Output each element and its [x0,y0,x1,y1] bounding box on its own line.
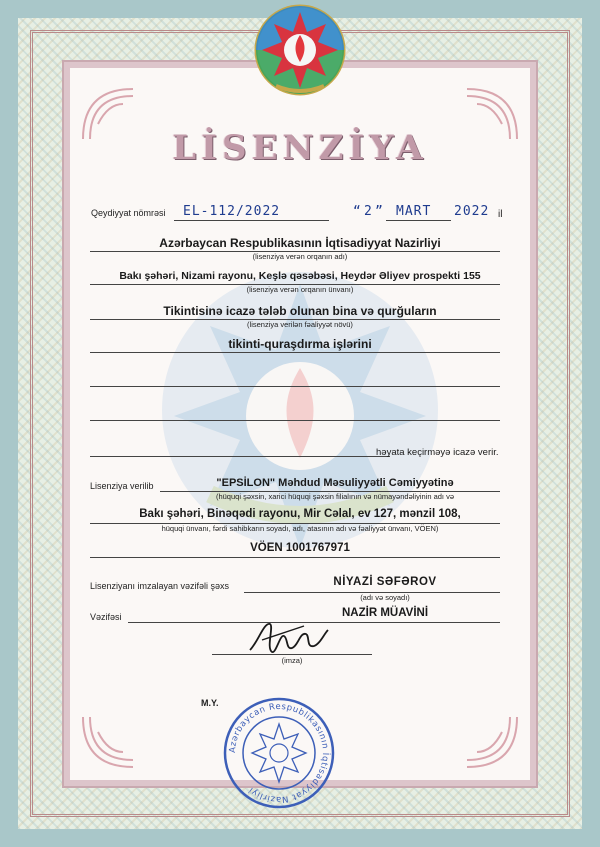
registration-number-line [174,220,329,221]
permission-text: həyata keçirməyə icazə verir. [376,447,499,458]
blank-line [90,456,390,457]
activity-line-1: Tikintisinə icazə tələb olunan bina və qurğuların [163,304,437,318]
blank-line [90,386,500,387]
issuer-address: Bakı şəhəri, Nizami rayonu, Keşlə qəsəbəsi, Heydər Əliyev prospekti 155 [119,270,481,282]
signature-caption: (imza) [281,656,303,665]
activity-caption: (lisenziya verilən fəaliyyət növü) [247,320,353,329]
signatory-name: NİYAZİ SƏFƏROV [333,576,437,588]
quote-close: ” [375,204,384,219]
registration-year: 2022 [454,204,490,219]
signature-line [212,654,372,655]
registration-number: EL-112/2022 [183,204,281,219]
registration-day: 2 [364,204,373,219]
signatory-name-caption: (adı və soyadı) [360,593,410,602]
licensee-address-caption: hüquqi ünvanı, fərdi sahibkarın soyadı, adı, atasının adı və fəaliyyət ünvanı, VÖEN) [161,524,439,533]
issuer-address-caption: (lisenziya verən orqanın ünvanı) [246,285,354,294]
activity-line-2-rule [90,352,500,353]
svg-text:Azərbaycan Respublikasının İqt: Azərbaycan Respublikasının İqtisadiyyat Nazirliyi [227,701,331,805]
licensee-voen: VÖEN 1001767971 [250,542,350,554]
corner-ornament-icon [462,712,522,772]
registration-label: Qeydiyyat nömrəsi [91,208,166,218]
quote-open: “ [353,204,362,219]
licensee-address: Bakı şəhəri, Binəqədi rayonu, Mir Cəlal, ev 127, mənzil 108, [139,508,461,520]
registration-year-suffix: il [498,209,503,220]
stamp-label: M.Y. [201,698,219,708]
issuer-name-caption: (lisenziya verən orqanın adı) [252,252,348,261]
licensee-label: Lisenziya verilib [90,481,154,491]
activity-line-2: tikinti-quraşdırma işlərini [228,337,372,351]
registration-month-line [386,220,451,221]
registration-month: MART [396,204,432,219]
official-seal-icon [222,696,336,810]
blank-line [90,420,500,421]
signatory-label: Lisenziyanı imzalayan vəzifəli şəxs [90,581,230,591]
position-value: NAZİR MÜAVİNİ [341,607,429,619]
licensee-name-caption: (hüquqi şəxsin, xarici hüquqi şəxsin filialının və nümayəndəliyinin adı və [215,492,455,501]
licensee-name: "EPSİLON" Məhdud Məsuliyyətli Cəmiyyətinə [216,477,454,489]
position-label: Vəzifəsi [90,612,122,622]
issuer-name: Azərbaycan Respublikasının İqtisadiyyat Nazirliyi [159,236,441,250]
page-title: LİSENZİYA [172,128,428,168]
licensee-voen-line [90,557,500,558]
corner-ornament-icon [78,712,138,772]
state-emblem-icon [246,2,354,98]
